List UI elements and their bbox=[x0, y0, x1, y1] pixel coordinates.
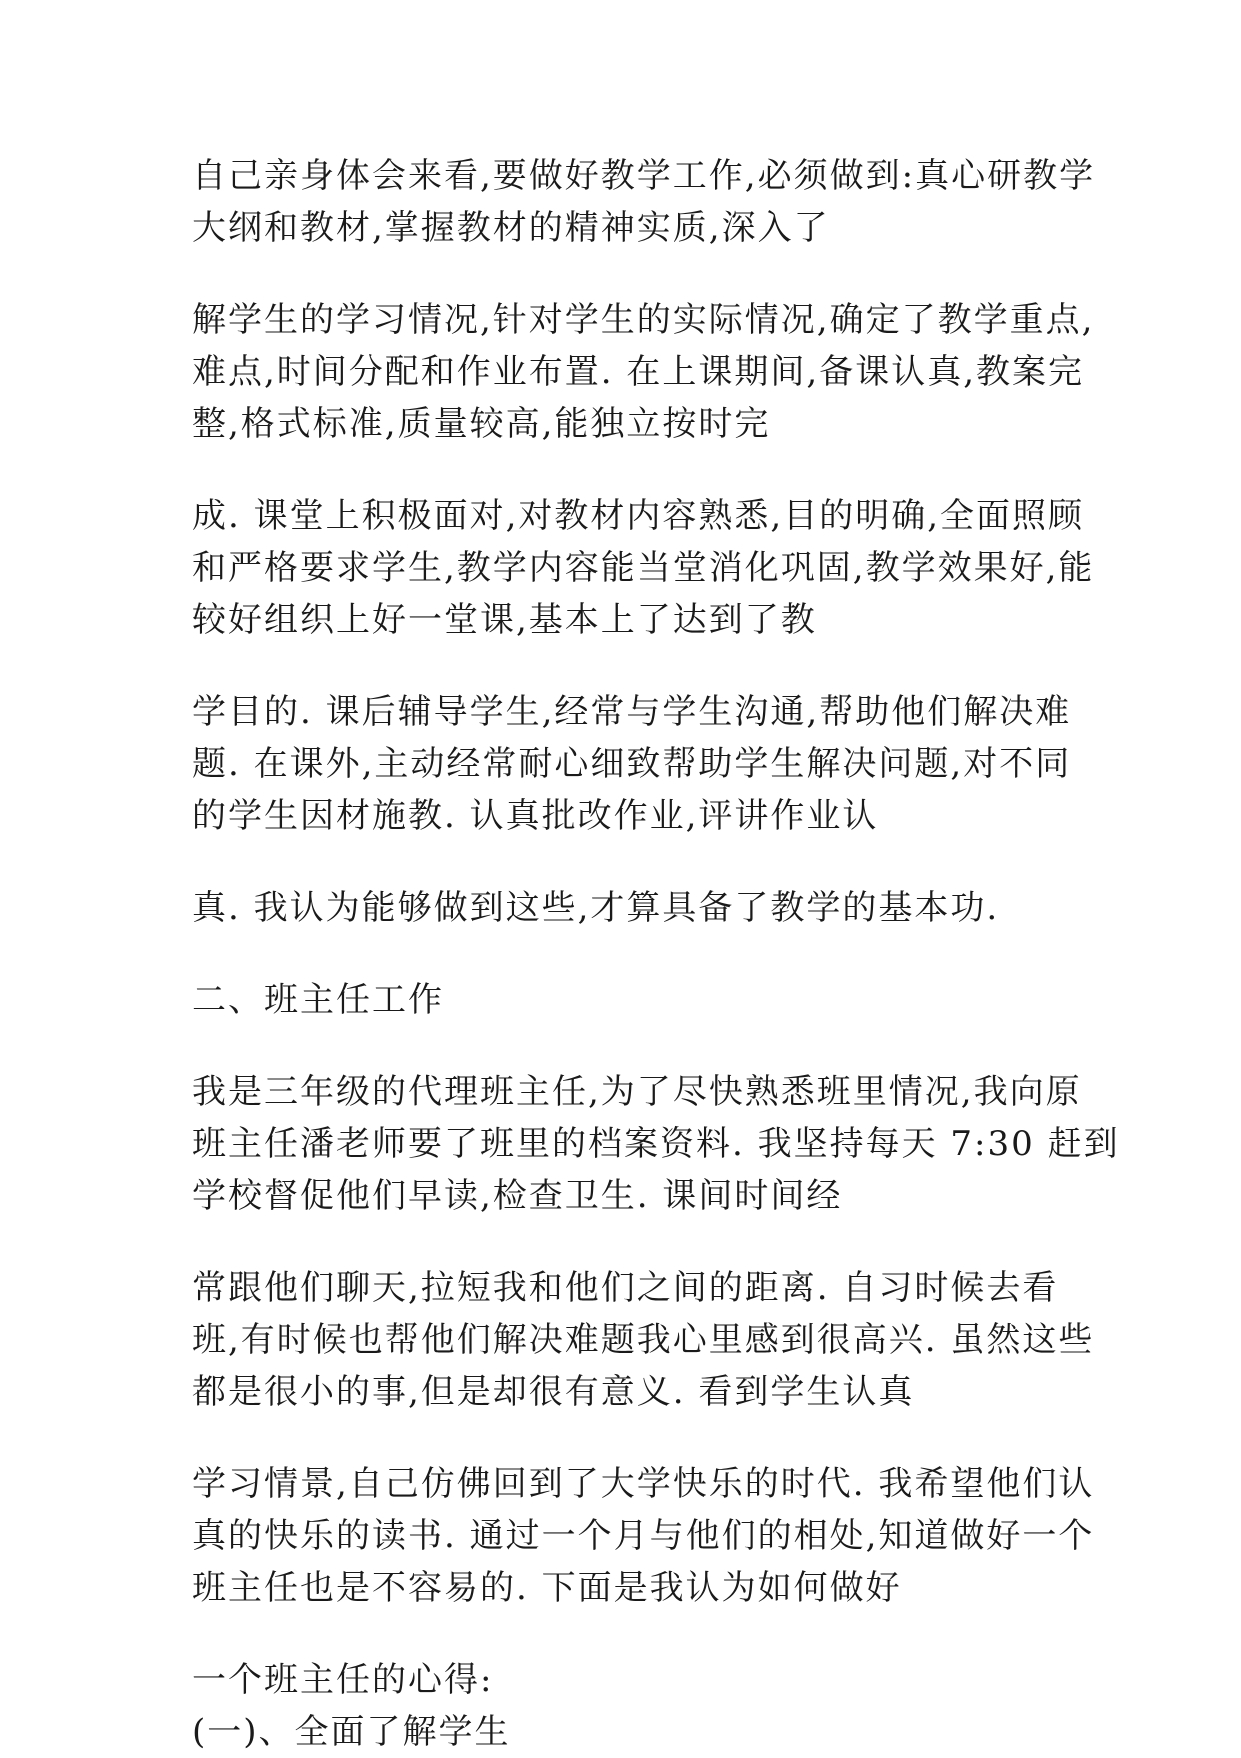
text-line: 自己亲身体会来看,要做好教学工作,必须做到:真心研教学 bbox=[192, 156, 1096, 196]
text-line: 常跟他们聊天,拉短我和他们之间的距离. 自习时候去看 bbox=[192, 1268, 1059, 1308]
text-line: 题. 在课外,主动经常耐心细致帮助学生解决问题,对不同 bbox=[192, 744, 1072, 784]
text-line: 我是三年级的代理班主任,为了尽快熟悉班里情况,我向原 bbox=[192, 1072, 1082, 1112]
paragraph bbox=[192, 1262, 1095, 1418]
text-line: 真的快乐的读书. 通过一个月与他们的相处,知道做好一个 bbox=[192, 1516, 1095, 1556]
paragraph bbox=[192, 1458, 1095, 1614]
section-heading bbox=[192, 974, 1052, 1026]
text-line: 班主任也是不容易的. 下面是我认为如何做好 bbox=[192, 1568, 902, 1608]
text-line: 学校督促他们早读,检查卫生. 课间时间经 bbox=[192, 1176, 843, 1216]
text-line: 较好组织上好一堂课,基本上了达到了教 bbox=[192, 600, 817, 640]
text-line: 真. 我认为能够做到这些,才算具备了教学的基本功. bbox=[192, 888, 1000, 928]
paragraph bbox=[192, 490, 1095, 646]
text-line: 大纲和教材,掌握教材的精神实质,深入了 bbox=[192, 208, 830, 248]
text-line: 难点,时间分配和作业布置. 在上课期间,备课认真,教案完 bbox=[192, 352, 1085, 392]
text-line: 一个班主任的心得: bbox=[192, 1660, 494, 1700]
paragraph bbox=[192, 150, 1096, 254]
document-page bbox=[192, 150, 1120, 1758]
text-line: 班,有时候也帮他们解决难题我心里感到很高兴. 虽然这些 bbox=[192, 1320, 1095, 1360]
heading-line: 二、班主任工作 bbox=[192, 980, 444, 1020]
text-line: 的学生因材施教. 认真批改作业,评讲作业认 bbox=[192, 796, 879, 836]
paragraph bbox=[192, 882, 1052, 934]
text-line: (一)、全面了解学生 bbox=[192, 1712, 511, 1752]
paragraph bbox=[192, 1654, 1052, 1758]
text-line: 班主任潘老师要了班里的档案资料. 我坚持每天 7:30 赶到 bbox=[192, 1124, 1120, 1164]
paragraph bbox=[192, 686, 1072, 842]
text-line: 学习情景,自己仿佛回到了大学快乐的时代. 我希望他们认 bbox=[192, 1464, 1095, 1504]
text-line: 解学生的学习情况,针对学生的实际情况,确定了教学重点, bbox=[192, 300, 1095, 340]
text-line: 和严格要求学生,教学内容能当堂消化巩固,教学效果好,能 bbox=[192, 548, 1095, 588]
paragraph bbox=[192, 294, 1095, 450]
text-line: 都是很小的事,但是却很有意义. 看到学生认真 bbox=[192, 1372, 915, 1412]
text-line: 学目的. 课后辅导学生,经常与学生沟通,帮助他们解决难 bbox=[192, 692, 1072, 732]
paragraph bbox=[192, 1066, 1120, 1222]
text-line: 成. 课堂上积极面对,对教材内容熟悉,目的明确,全面照顾 bbox=[192, 496, 1085, 536]
text-line: 整,格式标准,质量较高,能独立按时完 bbox=[192, 404, 771, 444]
